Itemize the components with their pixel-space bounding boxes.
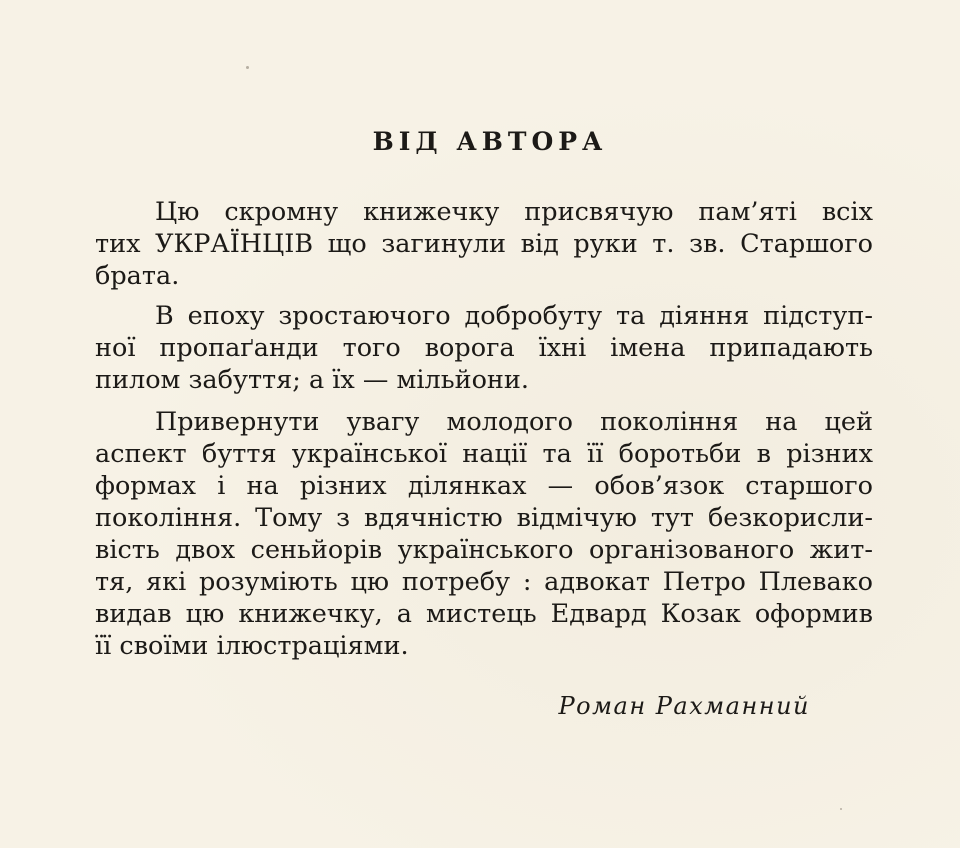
text-line: аспект буття української нації та її боротьби в різних <box>95 439 873 469</box>
text-line: формах і на різних ділянках — обов’язок старшого <box>95 471 873 501</box>
text-line: її своїми ілюстраціями. <box>95 631 409 661</box>
page-title: ВІД АВТОРА <box>372 127 608 156</box>
author-signature: Роман Рахманний <box>558 692 810 720</box>
text-line: тих УКРАЇНЦІВ що загинули від руки т. зв. Старшого <box>95 229 873 259</box>
text-line: вість двох сеньйорів українського організованого жит- <box>95 535 873 565</box>
paragraph-epoch <box>95 300 873 396</box>
paper-speck <box>246 66 249 69</box>
text-line: видав цю книжечку, а мистець Едвард Козак оформив <box>95 599 873 629</box>
text-line: брата. <box>95 261 180 291</box>
text-line: тя, які розуміють цю потребу : адвокат Петро Плевако <box>95 567 873 597</box>
paragraph-acknowledgement <box>95 406 873 662</box>
text-line: ної пропаґанди того ворога їхні імена припадають <box>95 333 873 363</box>
text-line: Привернути увагу молодого покоління на цей <box>155 407 873 437</box>
text-line: Цю скромну книжечку присвячую пам’яті всіх <box>155 197 873 227</box>
text-line: В епоху зростаючого добробуту та діяння підступ- <box>155 301 873 331</box>
paragraph-dedication <box>95 196 873 292</box>
text-line: покоління. Тому з вдячністю відмічую тут безкорисли- <box>95 503 873 533</box>
paper-speck <box>840 808 842 810</box>
text-line: пилом забуття; а їх — мільйони. <box>95 365 530 395</box>
